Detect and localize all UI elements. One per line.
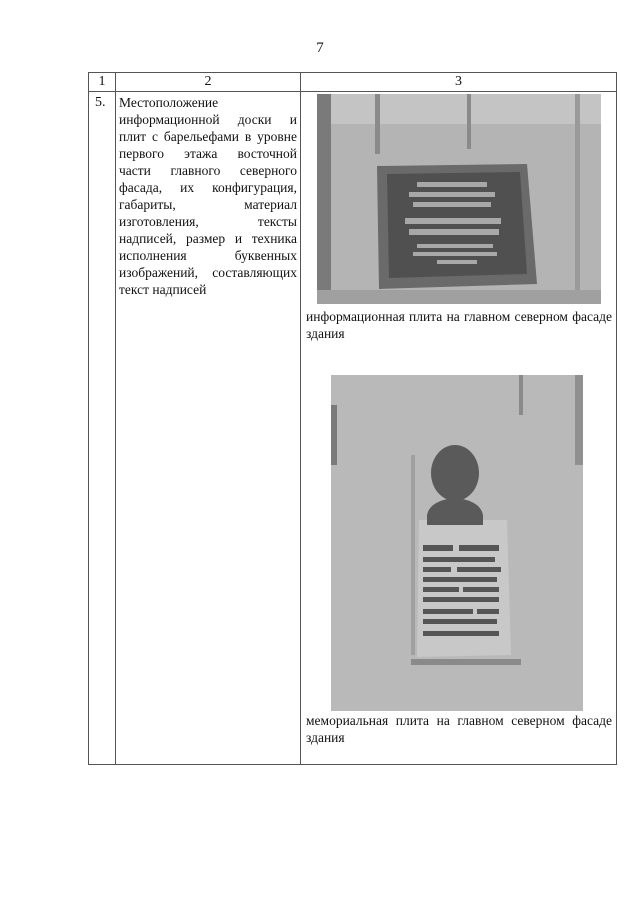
photos-cell [301, 92, 617, 765]
description-cell [116, 92, 301, 765]
info-plaque-photo [317, 94, 601, 304]
memorial-plaque-caption: мемориальная плита на главном северном фасаде здания [306, 713, 612, 745]
row-number: 5. [95, 95, 106, 110]
header-col-3: 3 [301, 73, 617, 92]
page-number: 7 [316, 40, 324, 56]
header-col-1: 1 [89, 73, 116, 92]
row-description: Местоположение информационной доски и плит с барельефами в уровне первого этажа восточной части главного северного фасада, их конфигурация, габариты, материал изготовления, тексты надписей, размер и техника исполнения буквенных изображений, составляющих текст надписей [119, 95, 297, 297]
memorial-plaque-photo [331, 375, 583, 711]
row-number-cell [89, 92, 116, 765]
header-col-2: 2 [116, 73, 301, 92]
table-header-row [89, 73, 617, 92]
document-table [88, 72, 617, 765]
info-plaque-caption: информационная плита на главном северном фасаде здания [306, 309, 612, 341]
table-row [89, 92, 617, 765]
